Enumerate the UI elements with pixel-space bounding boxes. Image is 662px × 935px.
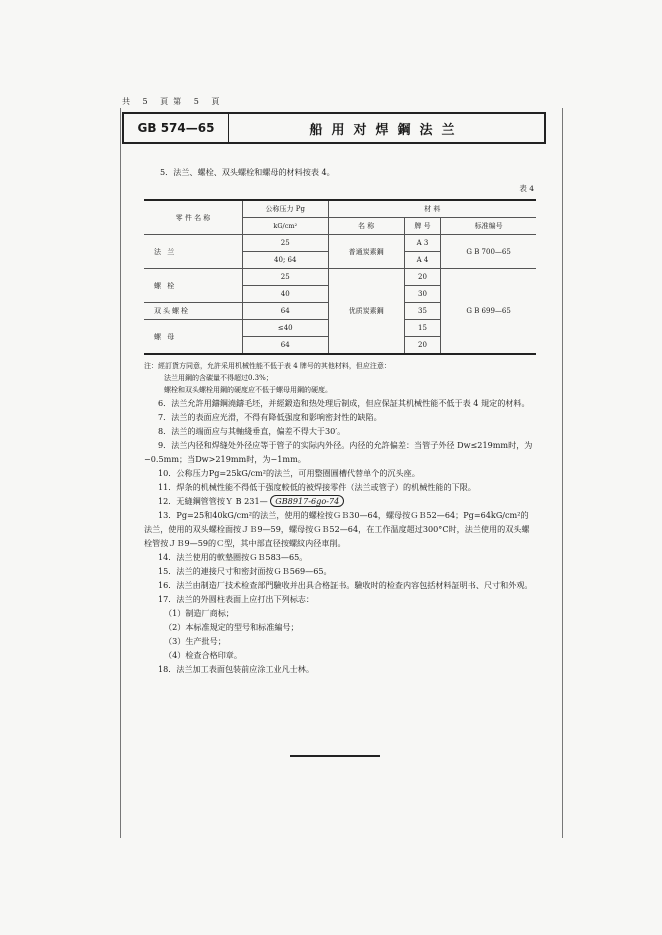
page-left-border (120, 108, 121, 838)
material-table (144, 199, 536, 355)
note-line: 法兰用鋼的含碳量不得超过0.3%； (164, 374, 273, 382)
pressure-cell: 40; 64 (242, 252, 328, 269)
note-line: 螺栓和双头螺栓用鋼的硬度应不低于螺母用鋼的硬度。 (164, 386, 332, 394)
pressure-cell: 64 (242, 337, 328, 355)
col-header-part: 零 件 名 称 (144, 200, 242, 235)
table-caption: 表 4 (519, 184, 534, 193)
paragraph-16: 16．法兰由制造厂技术检查部門驗收并出具合格証书。驗收时的检查内容包括材料証明书、尺寸和外观。 (158, 580, 533, 590)
list-item: （4）检查合格印章。 (164, 650, 242, 660)
pressure-cell: 64 (242, 303, 328, 320)
grade-cell: A 4 (404, 252, 440, 269)
paragraph-17: 17．法兰的外圆柱表面上应打出下列标志： (158, 594, 314, 604)
list-item: （2）本标准規定的型号和标准編号； (164, 622, 299, 632)
grade-cell: 15 (404, 320, 440, 337)
marking-list (144, 606, 536, 662)
note-line: 注：經訂貨方同意，允許采用机械性能不低于表 4 牌号的其他材料，但应注意： (144, 362, 391, 370)
col-header-pressure: 公称压力 Pg (242, 200, 328, 218)
part-cell: 双头螺栓 (144, 303, 242, 320)
grade-cell: A 3 (404, 235, 440, 252)
paragraph-14: 14．法兰使用的軟墊圈按ＧＢ583—65。 (158, 552, 308, 562)
paragraph-15: 15．法兰的連接尺寸和密封面按ＧＢ569—65。 (158, 566, 332, 576)
handwritten-annotation: GB8917-6go-74 (270, 495, 344, 507)
col-header-std: 标准编号 (441, 218, 536, 235)
part-cell: 法 兰 (144, 235, 242, 269)
pressure-cell: 25 (242, 269, 328, 286)
end-rule (290, 755, 380, 757)
paragraph-7: 7．法兰的表面应光滑，不得有降低强度和影响密封性的缺陷。 (158, 412, 382, 422)
pressure-cell: 25 (242, 235, 328, 252)
paragraph-13: 13．Pg=25和40kG/cm²的法兰，使用的螺栓按ＧＢ30—64，螺母按ＧＢ52—64；Pg=64kG/cm²的法兰，使用的双头螺栓面按ＪＢ9—59，螺母按ＧＢ52—64，在工作温度超过300°C时，法兰使用的双头螺栓管按ＪＢ9—59的Ｃ型，其中部直径按螺紋内径車削。 (144, 510, 530, 548)
paragraph-6: 6．法兰允許用鑄鋼澆鑄毛坯，并經鍛造和热处理后制成，但应保証其机械性能不低于表 4 規定的材料。 (158, 398, 530, 408)
std-cell: G B 699—65 (441, 269, 536, 355)
standard-title: 船用对焊鋼法兰 (309, 122, 464, 138)
col-header-material: 材 料 (328, 200, 536, 218)
part-cell: 螺 母 (144, 320, 242, 355)
std-cell: G B 700—65 (441, 235, 536, 269)
grade-cell: 20 (404, 269, 440, 286)
paragraph-18: 18．法兰加工表面包装前应涂工业凡士林。 (158, 664, 314, 674)
list-item: （3）生产批号； (164, 636, 226, 646)
col-header-grade: 牌 号 (404, 218, 440, 235)
table-row (144, 235, 536, 252)
paragraph-12 (144, 494, 536, 508)
standard-header (122, 112, 546, 144)
list-item: （1）制造厂商标； (164, 608, 234, 618)
paragraph-10: 10．公称压力Pg=25kG/cm²的法兰，可用整圈圓槽代替单个的沉头座。 (158, 468, 420, 478)
part-cell: 螺 栓 (144, 269, 242, 303)
paragraph-12-text: 12．无縫鋼管管按Ｙ B 231— (158, 496, 268, 506)
paragraph-11: 11．焊条的机械性能不得低于强度較低的被焊接零件（法兰或管子）的机械性能的下限。 (158, 482, 476, 492)
grade-cell: 35 (404, 303, 440, 320)
paragraph-8: 8．法兰的端面应与其軸綫垂直，偏差不得大于30′。 (158, 426, 346, 436)
grade-cell: 30 (404, 286, 440, 303)
material-name-cell: 优质炭素鋼 (328, 269, 404, 355)
intro-paragraph: 5．法兰、螺栓、双头螺栓和螺母的材料按表 4。 (160, 167, 335, 177)
page-count: 共 5 頁第 5 頁 (122, 97, 225, 106)
table-row (144, 269, 536, 286)
table-notes (144, 360, 536, 396)
col-header-name: 名 称 (328, 218, 404, 235)
standard-number: GB 574—65 (124, 114, 229, 142)
document-body (144, 165, 536, 676)
page-right-border (562, 108, 563, 838)
pressure-cell: 40 (242, 286, 328, 303)
material-name-cell: 普通炭素鋼 (328, 235, 404, 269)
col-header-pressure-unit: kG/cm² (242, 218, 328, 235)
paragraph-9: 9．法兰内径和焊缝处外径应等于管子的实际内外径。内径的允許偏差：当管子外径 Dw≤219mm时，为−0.5mm；当Dw>219mm时，为−1mm。 (144, 440, 533, 464)
grade-cell: 20 (404, 337, 440, 355)
pressure-cell: ≤40 (242, 320, 328, 337)
